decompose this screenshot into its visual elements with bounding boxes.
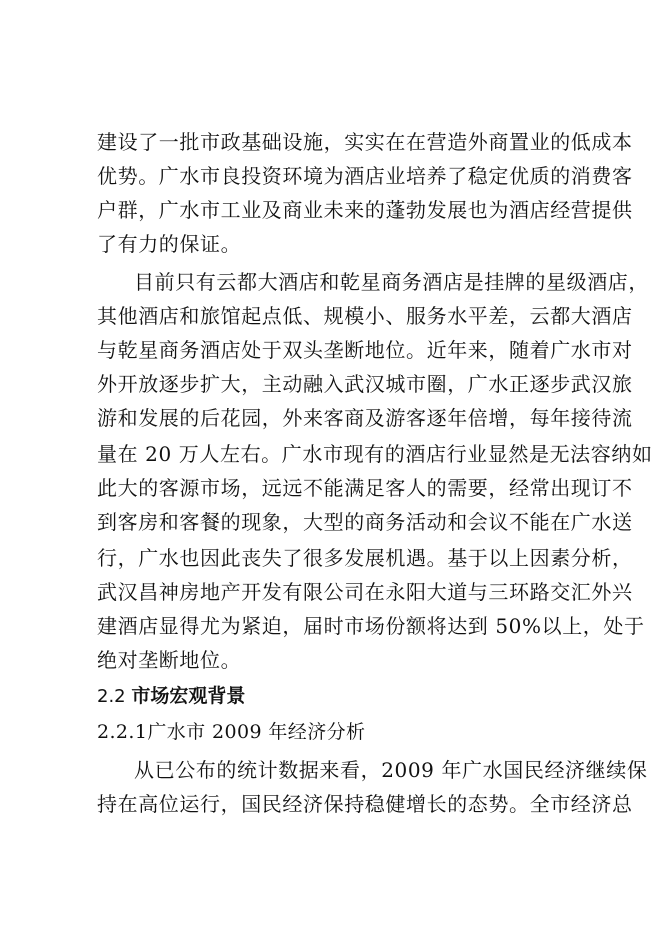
paragraph-2-line-1: 目前只有云都大酒店和乾星商务酒店是挂牌的星级酒店， (134, 270, 649, 294)
paragraph-1-line-4: 了有力的保证。 (97, 232, 242, 256)
paragraph-3-line-2: 持在高位运行，国民经济保持稳健增长的态势。全市经济总 (97, 792, 633, 816)
paragraph-2-line-8: 到客房和客餐的现象，大型的商务活动和会议不能在广水送 (97, 510, 633, 534)
paragraph-2-line-2: 其他酒店和旅馆起点低、规模小、服务水平差，云都大酒店 (97, 304, 633, 328)
paragraph-3-line-1: 从已公布的统计数据来看，2009 年广水国民经济继续保 (134, 758, 648, 782)
subsection-number: 2.2.1 (97, 721, 148, 743)
paragraph-2-line-11: 建酒店显得尤为紧迫，届时市场份额将达到 50%以上，处于 (97, 614, 645, 638)
paragraph-1-line-2: 优势。广水市良投资环境为酒店业培养了稳定优质的消费客 (97, 164, 633, 188)
paragraph-2-line-3: 与乾星商务酒店处于双头垄断地位。近年来，随着广水市对 (97, 338, 633, 362)
paragraph-2-line-5: 游和发展的后花园，外来客商及游客逐年倍增，每年接待流 (97, 406, 633, 430)
paragraph-1-line-3: 户群，广水市工业及商业未来的蓬勃发展也为酒店经营提供 (97, 198, 633, 222)
section-title: 市场宏观背景 (131, 685, 246, 707)
section-heading (97, 682, 245, 711)
paragraph-2-line-9: 行，广水也因此丧失了很多发展机遇。基于以上因素分析， (97, 546, 633, 570)
paragraph-2-line-10: 武汉昌神房地产开发有限公司在永阳大道与三环路交汇外兴 (97, 580, 633, 604)
section-number: 2.2 (97, 686, 126, 707)
paragraph-2-line-6: 量在 20 万人左右。广水市现有的酒店行业显然是无法容纳如 (97, 442, 653, 466)
paragraph-2-line-12: 绝对垄断地位。 (97, 648, 242, 672)
subsection-title: 广水市 2009 年经济分析 (147, 721, 366, 743)
paragraph-2-line-7: 此大的客源市场，远远不能满足客人的需要，经常出现订不 (97, 476, 633, 500)
paragraph-2-line-4: 外开放逐步扩大，主动融入武汉城市圈，广水正逐步武汉旅 (97, 372, 633, 396)
paragraph-1-line-1: 建设了一批市政基础设施，实实在在营造外商置业的低成本 (97, 130, 633, 154)
subsection-heading (97, 718, 365, 746)
